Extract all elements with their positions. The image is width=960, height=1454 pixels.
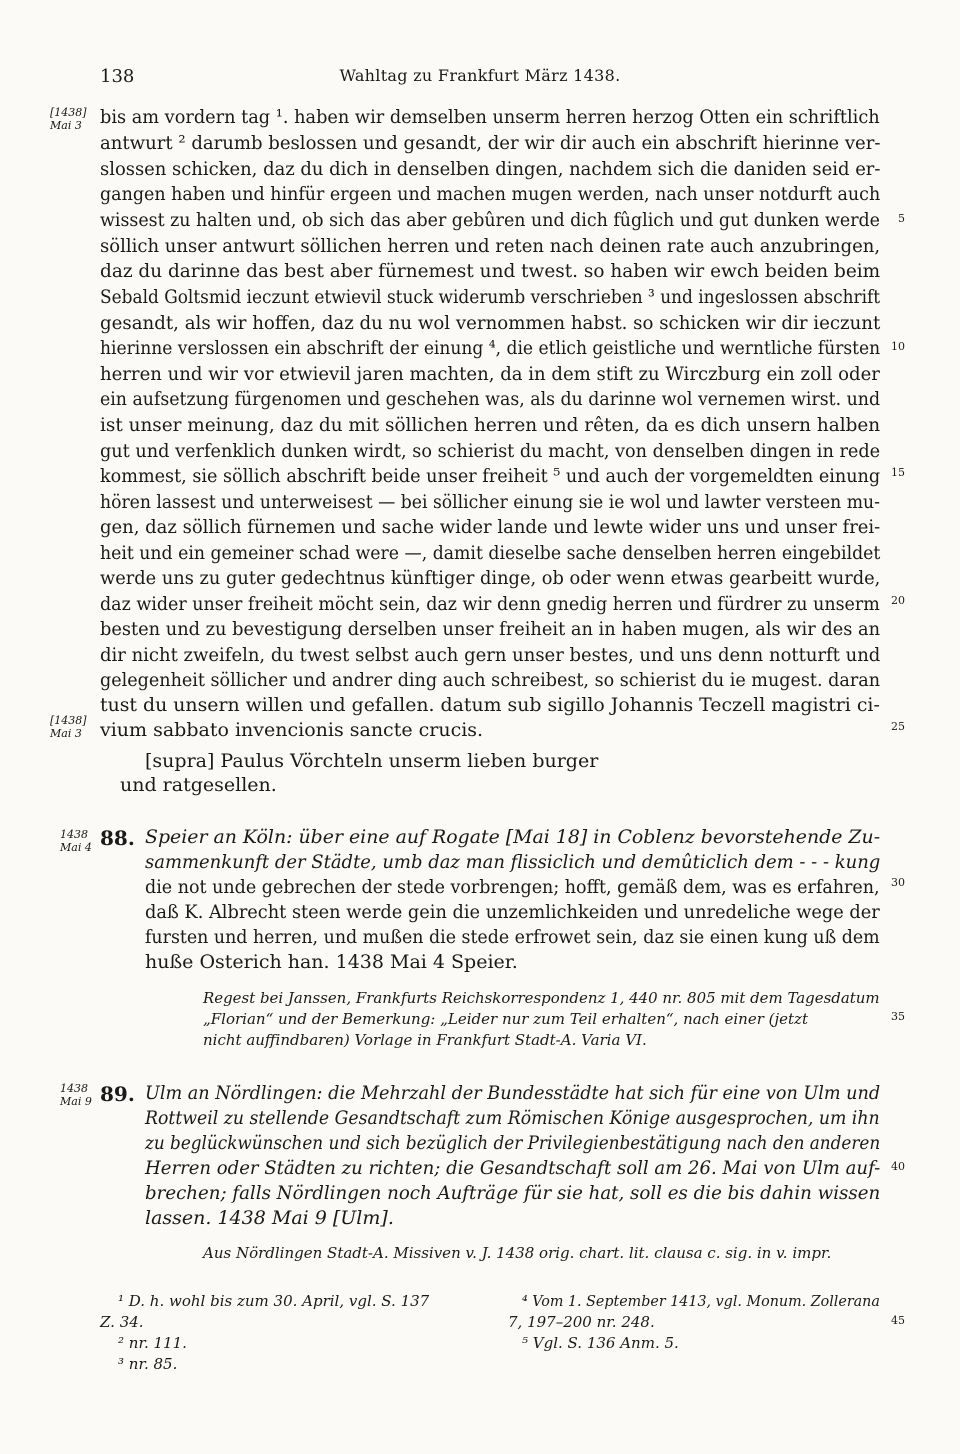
margin-date-entry89 xyxy=(60,1082,105,1108)
summary-line: huße Osterich han. 1438 Mai 4 Speier. xyxy=(145,951,518,973)
regest-line: Regest bei Janssen, Frankfurts Reichskorrespondenz 1, 440 nr. 805 mit dem Tagesdatum xyxy=(203,989,880,1007)
margin-day: Mai 3 xyxy=(50,119,82,132)
footnote: ⁵ Vgl. S. 136 Anm. 5. xyxy=(522,1334,679,1352)
summary-line: fursten und herren, und mußen die stede erfrowet sein, daz sie einen kung uß dem xyxy=(145,926,880,948)
text-line: kommest, sie söllich abschrift beide unser freiheit ⁵ und auch der vorgemeldten einung xyxy=(100,465,881,487)
footnote: 7, 197–200 nr. 248. xyxy=(508,1313,655,1331)
text-line: ist unser meinung, daz du mit söllichen herren und rêten, da es dich unsern halben xyxy=(100,414,881,436)
footnote: ⁴ Vom 1. September 1413, vgl. Monum. Zollerana xyxy=(522,1292,880,1310)
text-line: wissest zu halten und, ob sich das aber gebûren und dich fûglich und gut dunken werde xyxy=(100,209,880,231)
regest-line: nicht auffindbaren) Vorlage in Frankfurt Stadt-A. Varia VI. xyxy=(203,1031,647,1049)
text-line: daz du darinne das best aber fürnemest und twest. so haben wir ewch beiden beim xyxy=(100,260,881,282)
text-line: gen, daz söllich fürnemen und sache wider lande und lewte wider uns und unser frei- xyxy=(100,516,881,538)
running-title: Wahltag zu Frankfurt März 1438. xyxy=(339,66,621,85)
line-number: 35 xyxy=(891,1010,905,1023)
margin-year: 1438 xyxy=(60,828,88,841)
margin-date-bottom xyxy=(50,714,95,740)
text-line: Sebald Goltsmid ieczunt etwievil stuck widerumb verschrieben ³ und ingeslossen abschrift xyxy=(100,286,881,308)
text-line: söllich unser antwurt söllichen herren und reten nach deinen rate auch anzubringen, xyxy=(100,235,881,257)
text-line: hören lassest und unterweisest — bei söllicher einung sie ie wol und lawter versteen mu- xyxy=(100,491,880,513)
line-number: 25 xyxy=(891,720,905,733)
page-number: 138 xyxy=(100,66,135,87)
summary-line: daß K. Albrecht steen werde gein die unzemlichkeiden und unredeliche wege der xyxy=(145,901,880,923)
text-line: heit und ein gemeiner schad were —, damit dieselbe sache denselben herren eingebildet xyxy=(100,542,881,564)
text-line: antwurt ² darumb beslossen und gesandt, der wir dir auch ein abschrift hierinne ver- xyxy=(100,132,881,154)
text-line: besten und zu bevestigung derselben unser freiheit an in haben mugen, als wir des an xyxy=(100,618,881,640)
entry-number: 89. xyxy=(100,1082,135,1106)
footnote: Z. 34. xyxy=(100,1313,144,1331)
summary-line: Speier an Köln: über eine auf Rogate [Mai 18] in Coblenz bevorstehende Zu- xyxy=(145,826,881,848)
footnote: ¹ D. h. wohl bis zum 30. April, vgl. S. 137 xyxy=(118,1292,430,1310)
entry-number: 88. xyxy=(100,826,135,850)
text-line: daz wider unser freiheit möcht sein, daz wir denn gnedig herren und fürdrer zu unserm xyxy=(100,593,880,615)
regest-line: „Florian“ und der Bemerkung: „Leider nur zum Teil erhalten“, nach einer (jetzt xyxy=(203,1010,808,1028)
summary-line: sammenkunft der Städte, umb daz man flissiclich und demûticlich dem - - - kung xyxy=(145,851,881,873)
margin-day: Mai 3 xyxy=(50,727,82,740)
text-line: werde uns zu guter gedechtnus künftiger dinge, ob oder wenn etwas gearbeitt wurde, xyxy=(100,567,881,589)
text-line: ein aufsetzung fürgenomen und geschehen was, als du darinne wol vernemen wirst. und xyxy=(100,388,881,410)
summary-line: Rottweil zu stellende Gesandtschaft zum Römischen Könige ausgesprochen, um ihn xyxy=(145,1107,880,1129)
text-line: gesandt, als wir hoffen, daz du nu wol vernommen habst. so schicken wir dir ieczunt xyxy=(100,312,881,334)
margin-day: Mai 9 xyxy=(60,1095,92,1108)
margin-year: [1438] xyxy=(50,714,87,727)
line-number: 20 xyxy=(891,594,905,607)
text-line: tust du unsern willen und gefallen. datum sub sigillo Johannis Teczell magistri ci- xyxy=(100,694,880,716)
text-line: vium sabbato invencionis sancte crucis. xyxy=(100,719,484,741)
summary-line: Ulm an Nördlingen: die Mehrzahl der Bundesstädte hat sich für eine von Ulm und xyxy=(145,1082,881,1104)
address-line: [supra] Paulus Vörchteln unserm lieben burger xyxy=(145,750,599,772)
line-number: 30 xyxy=(891,876,905,889)
line-number: 10 xyxy=(891,340,905,353)
margin-year: 1438 xyxy=(60,1082,88,1095)
footnote: ³ nr. 85. xyxy=(118,1355,178,1373)
summary-line: zu beglückwünschen und sich bezüglich der Privilegienbestätigung nach den anderen xyxy=(145,1132,881,1154)
text-line: bis am vordern tag ¹. haben wir demselben unserm herren herzog Otten ein schriftlich xyxy=(100,106,880,128)
text-line: herren und wir vor etwievil jaren machten, da in dem stift zu Wirczburg ein zoll oder xyxy=(100,363,880,385)
footnote: ² nr. 111. xyxy=(118,1334,187,1352)
text-line: hierinne verslossen ein abschrift der einung ⁴, die etlich geistliche und werntliche fürsten xyxy=(100,337,881,359)
text-line: slossen schicken, daz du dich in denselben dingen, nachdem sich die daniden seid er- xyxy=(100,158,881,180)
address-line: und ratgesellen. xyxy=(120,774,277,796)
line-number: 15 xyxy=(891,466,905,479)
summary-line: die not unde gebrechen der stede vorbrengen; hofft, gemäß dem, was es erfahren, xyxy=(145,876,880,898)
line-number: 45 xyxy=(891,1314,905,1327)
text-line: gangen haben und hinfür ergeen und machen mugen werden, nach unser notdurft auch xyxy=(100,183,881,205)
summary-line: lassen. 1438 Mai 9 [Ulm]. xyxy=(145,1207,394,1229)
line-number: 5 xyxy=(898,212,905,225)
line-number: 40 xyxy=(891,1160,905,1173)
text-line: gelegenheit söllicher und andrer ding auch schreibest, so schierist du ie mugest. daran xyxy=(100,669,881,691)
margin-day: Mai 4 xyxy=(60,841,92,854)
margin-year: [1438] xyxy=(50,106,87,119)
summary-line: Herren oder Städten zu richten; die Gesandtschaft soll am 26. Mai von Ulm auf- xyxy=(145,1157,881,1179)
text-line: dir nicht zweifeln, du twest selbst auch gern unser bestes, und uns denn notturft und xyxy=(100,644,881,666)
text-line: gut und verfenklich dunken wirdt, so schierist du macht, von denselben dingen in rede xyxy=(100,440,881,462)
summary-line: brechen; falls Nördlingen noch Aufträge für sie hat, soll es die bis dahin wissen xyxy=(145,1182,881,1204)
margin-date-entry88 xyxy=(60,828,105,854)
margin-date-top xyxy=(50,106,95,132)
source-note: Aus Nördlingen Stadt-A. Missiven v. J. 1438 orig. chart. lit. clausa c. sig. in v. impr. xyxy=(203,1244,832,1262)
